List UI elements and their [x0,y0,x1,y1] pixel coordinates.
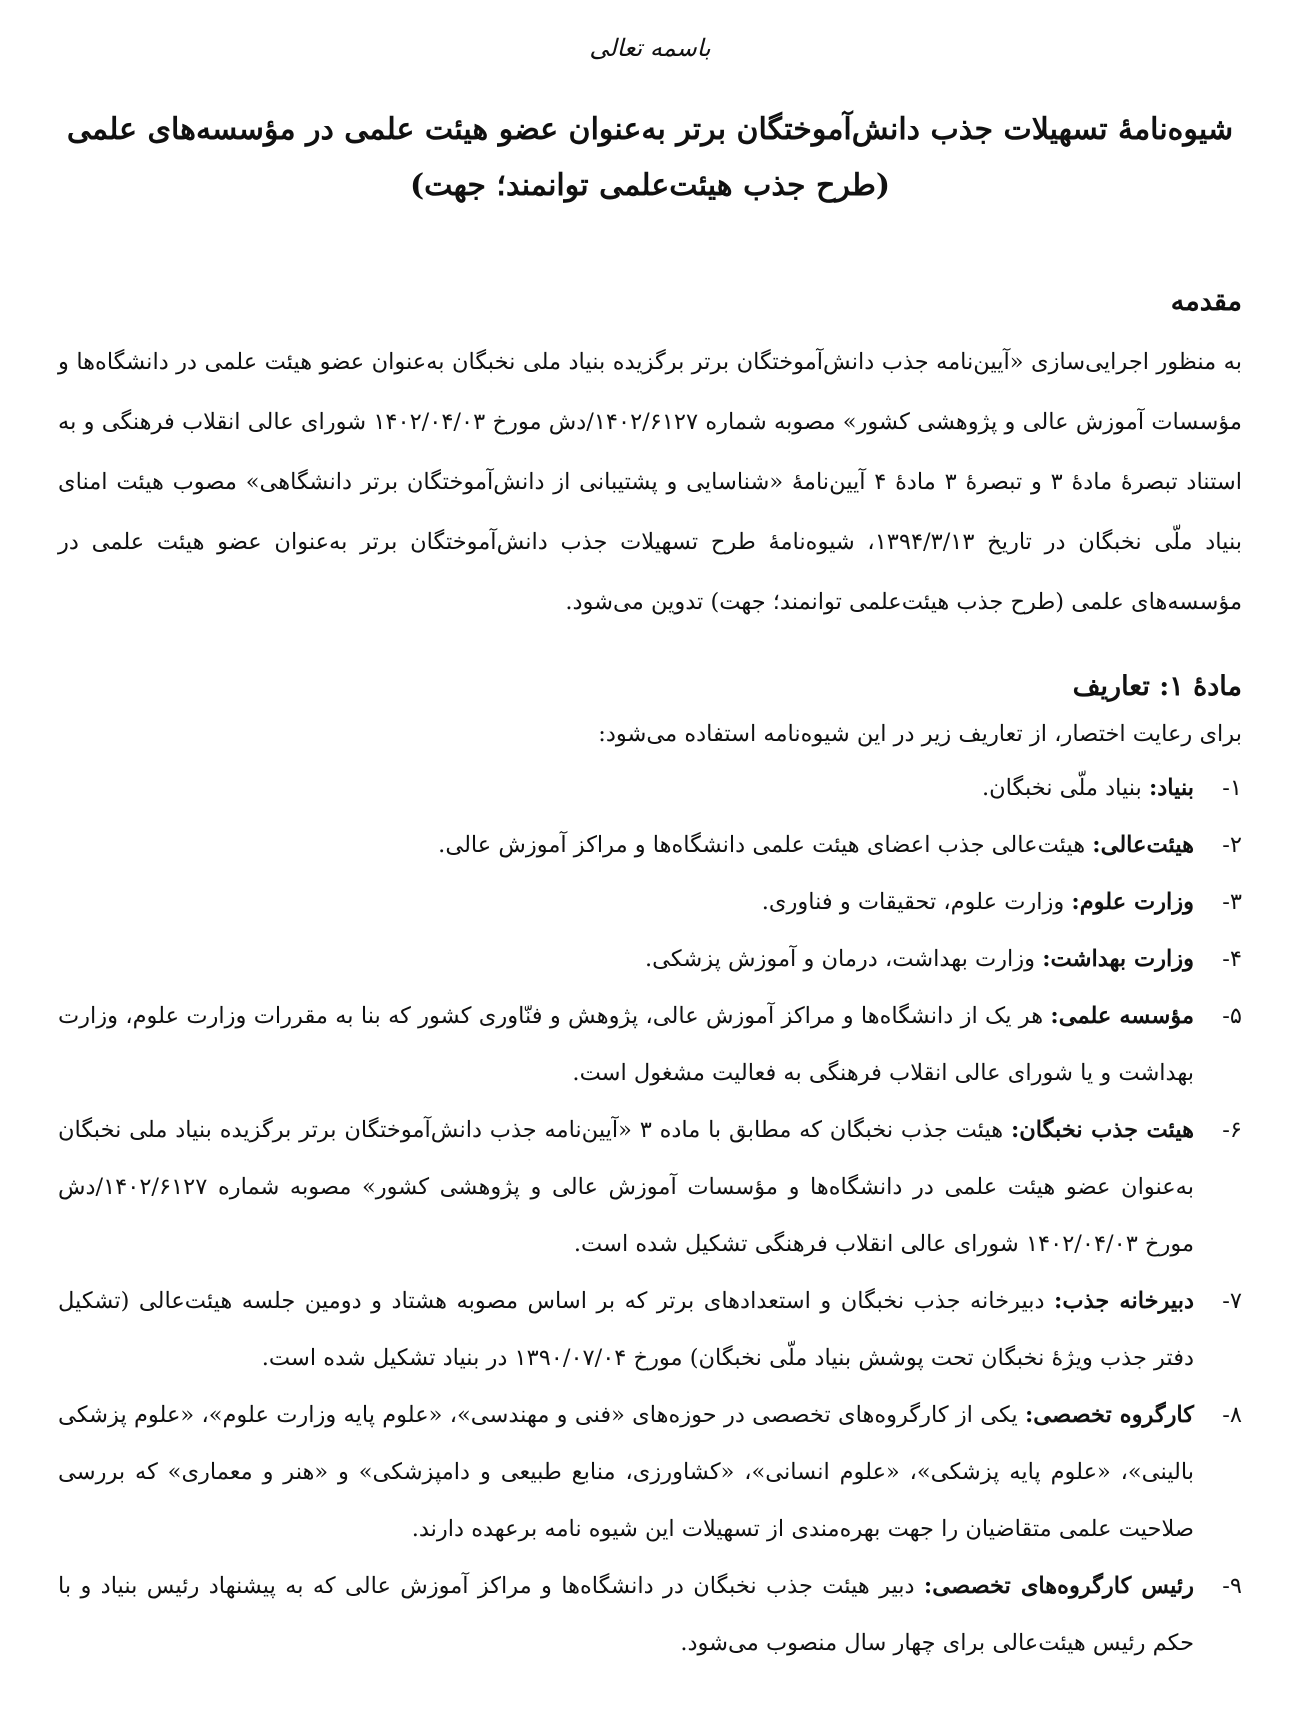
definitions-list [58,760,1242,1672]
definition-body [58,931,1194,988]
definition-item [58,874,1242,931]
definition-item [58,931,1242,988]
definition-term: دبیرخانه جذب: [1054,1288,1194,1314]
definition-number: ۹- [1222,1573,1242,1599]
intro-heading: مقدمه [1170,286,1242,317]
definition-number: ۷- [1222,1288,1242,1314]
definition-text: بنیاد ملّی نخبگان. [982,775,1149,801]
definition-number: ۵- [1222,1003,1242,1029]
definition-number: ۱- [1222,775,1242,801]
definition-body [58,760,1194,817]
definition-text: وزارت بهداشت، درمان و آموزش پزشکی. [645,946,1043,972]
definition-text: وزارت علوم، تحقیقات و فناوری. [761,889,1072,915]
definition-number: ۲- [1222,832,1242,858]
definition-item [58,1102,1242,1273]
title-line-2: (طرح جذب هیئت‌علمی توانمند؛ جهت) [409,168,891,203]
intro-paragraph: به منظور اجرایی‌سازی «آیین‌نامه جذب دانش‌آموختگان برتر برگزیده بنیاد ملی نخبگان به‌عنوان عضو هیئت علمی در دانشگاه‌ها و مؤسسات آموزش عالی و پژوهشی کشور» مصوبه شماره ۱۴۰۲/۶۱۲۷/دش مورخ ۱۴۰۲/۰۴/۰۳ شورای عالی انقلاب فرهنگی و به استناد تبصرۀ مادۀ ۳ و تبصرۀ ۳ مادۀ ۴ آیین‌نامۀ «شناسایی و پشتیبانی از دانش‌آموختگان برتر دانشگاهی» مصوب هیئت امنای بنیاد ملّی نخبگان در تاریخ ۱۳۹۴/۳/۱۳، شیوه‌نامۀ طرح تسهیلات جذب دانش‌آموختگان برتر به‌عنوان عضو هیئت علمی در مؤسسه‌های علمی (طرح جذب هیئت‌علمی توانمند؛ جهت) تدوین می‌شود. [58,349,1242,615]
definition-body [58,1558,1194,1672]
definition-text: هیئت‌عالی جذب اعضای هیئت علمی دانشگاه‌ها و مراکز آموزش عالی. [438,832,1093,858]
definition-body [58,1273,1194,1387]
article-1-heading: مادۀ ۱: تعاریف [1072,671,1242,702]
definition-term: هیئت‌عالی: [1092,832,1194,858]
article-1-lead: برای رعایت اختصار، از تعاریف زیر در این شیوه‌نامه استفاده می‌شود: [598,721,1242,747]
definition-term: رئیس کارگروه‌های تخصصی: [923,1573,1194,1599]
definition-body [58,988,1194,1102]
title-line-1: شیوه‌نامۀ تسهیلات جذب دانش‌آموختگان برتر به‌عنوان عضو هیئت علمی در مؤسسه‌های علمی [66,112,1234,147]
definition-number: ۶- [1222,1117,1242,1143]
definition-text: هر یک از دانشگاه‌ها و مراکز آموزش عالی، پژوهش و فنّاوری کشور که بنا به مقررات وزارت علوم، وزارت بهداشت و یا شورای عالی انقلاب فرهنگی به فعالیت مشغول است. [58,1003,1194,1086]
definition-item [58,1273,1242,1387]
document-title [58,102,1242,214]
definition-text: دبیر هیئت جذب نخبگان در دانشگاه‌ها و مراکز آموزش عالی که به پیشنهاد رئیس بنیاد و با حکم رئیس هیئت‌عالی برای چهار سال منصوب می‌شود. [58,1573,1194,1656]
definition-term: هیئت جذب نخبگان: [1010,1117,1195,1143]
definition-term: کارگروه تخصصی: [1024,1402,1194,1428]
definition-term: وزارت بهداشت: [1042,946,1194,972]
definition-body [58,1102,1194,1273]
definition-term: وزارت علوم: [1071,889,1194,915]
definition-number: ۸- [1222,1402,1242,1428]
definition-text: هیئت جذب نخبگان که مطابق با ماده ۳ «آیین‌نامه جذب دانش‌آموختگان برتر برگزیده بنیاد ملی نخبگان به‌عنوان عضو هیئت علمی در دانشگاه‌ها و مؤسسات آموزش عالی و پژوهشی کشور» مصوبه شماره ۱۴۰۲/۶۱۲۷/دش مورخ ۱۴۰۲/۰۴/۰۳ شورای عالی انقلاب فرهنگی تشکیل شده است. [58,1117,1194,1257]
definition-text: دبیرخانه جذب نخبگان و استعدادهای برتر که بر اساس مصوبه هشتاد و دومین جلسه هیئت‌عالی (تشکیل دفتر جذب ویژۀ نخبگان تحت پوشش بنیاد ملّی نخبگان) مورخ ۱۳۹۰/۰۷/۰۴ در بنیاد تشکیل شده است. [58,1288,1194,1371]
definition-item [58,817,1242,874]
invocation: باسمه تعالی [589,34,711,62]
definition-number: ۳- [1222,889,1242,915]
definition-term: بنیاد: [1148,775,1194,801]
definition-item [58,760,1242,817]
definition-text: یکی از کارگروه‌های تخصصی در حوزه‌های «فنی و مهندسی»، «علوم پایه وزارت علوم»، «علوم پزشکی بالینی»، «علوم پایه پزشکی»، «علوم انسانی»، «کشاورزی، منابع طبیعی و دامپزشکی» و «هنر و معماری» که بررسی صلاحیت علمی متقاضیان را جهت بهره‌مندی از تسهیلات این شیوه نامه برعهده دارند. [58,1402,1194,1542]
definition-item [58,1558,1242,1672]
definition-body [58,874,1194,931]
definition-body [58,1387,1194,1558]
definition-item [58,988,1242,1102]
definition-term: مؤسسه علمی: [1050,1003,1195,1029]
definition-number: ۴- [1222,946,1242,972]
definition-body [58,817,1194,874]
definition-item [58,1387,1242,1558]
